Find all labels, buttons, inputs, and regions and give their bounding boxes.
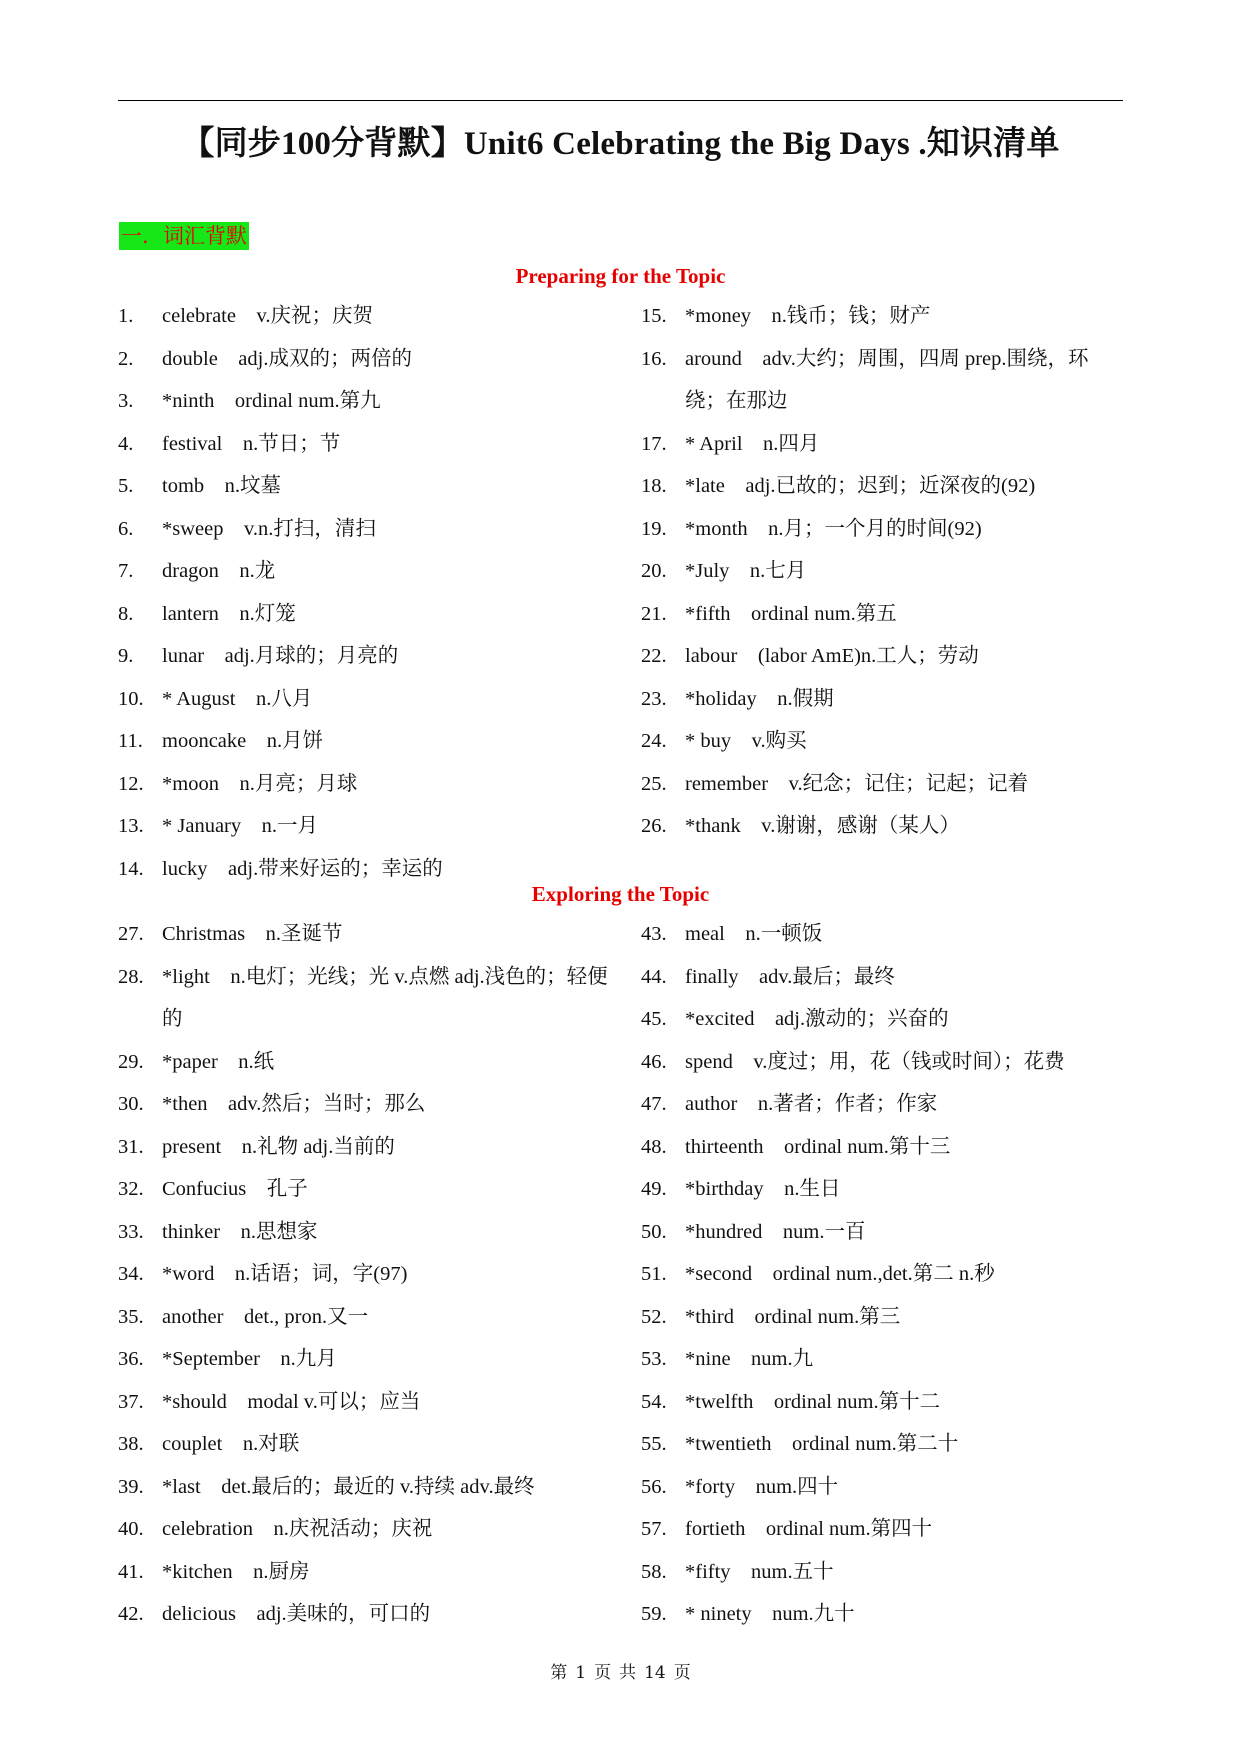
vocab-item-number: 31. <box>118 1135 144 1158</box>
vocab-item-text: around adv.大约；周围，四周 prep.围绕，环绕；在那边 <box>685 347 1089 412</box>
page-footer <box>0 1658 1241 1683</box>
vocab-item <box>641 1466 1131 1509</box>
vocab-item <box>641 998 1131 1041</box>
vocab-item-text: festival n.节日；节 <box>162 432 341 455</box>
vocab-item <box>641 1338 1131 1381</box>
vocab-item-text: present n.礼物 adj.当前的 <box>162 1135 395 1158</box>
vocab-item-text: *moon n.月亮；月球 <box>162 772 358 795</box>
vocab-item <box>641 635 1123 678</box>
vocab-item <box>118 678 638 721</box>
vocab-item-number: 37. <box>118 1390 144 1413</box>
vocab-item-text: *kitchen n.厨房 <box>162 1560 310 1583</box>
vocab-item-number: 7. <box>118 560 134 582</box>
vocab-item <box>641 956 1131 999</box>
footer-page-number: 1 <box>575 1663 587 1683</box>
vocab-item-number: 39. <box>118 1475 144 1498</box>
vocab-item-number: 55. <box>641 1433 667 1455</box>
vocab-item-number: 56. <box>641 1475 667 1498</box>
vocab-item <box>118 1296 623 1339</box>
vocab-item-text: thinker n.思想家 <box>162 1220 318 1243</box>
vocab-item <box>118 295 638 338</box>
vocab-item-number: 43. <box>641 923 667 945</box>
vocab-item <box>118 508 638 551</box>
vocab-item <box>118 1168 623 1211</box>
vocab-item <box>641 465 1123 508</box>
vocab-item-number: 57. <box>641 1518 667 1540</box>
vocab-item-number: 33. <box>118 1220 144 1243</box>
vocab-item-number: 26. <box>641 815 667 837</box>
section-heading: 一．词汇背默 <box>121 224 247 248</box>
vocab-item-number: 18. <box>641 475 667 497</box>
vocab-item <box>641 1083 1131 1126</box>
vocab-item <box>641 1423 1131 1466</box>
vocab-item-number: 23. <box>641 687 667 710</box>
vocab-item-text: *birthday n.生日 <box>685 1178 841 1200</box>
vocab-item-number: 50. <box>641 1220 667 1243</box>
vocab-item-number: 19. <box>641 517 667 540</box>
vocab-item-text: *twentieth ordinal num.第二十 <box>685 1433 959 1455</box>
vocab-item-number: 1. <box>118 305 134 327</box>
vocab-item-number: 46. <box>641 1050 667 1073</box>
vocab-item-number: 32. <box>118 1178 144 1200</box>
vocab-item-number: 59. <box>641 1603 667 1625</box>
vocab-item-text: delicious adj.美味的，可口的 <box>162 1603 431 1625</box>
vocab-item <box>641 423 1123 466</box>
vocab-item <box>118 550 638 593</box>
vocab-item-text: mooncake n.月饼 <box>162 730 324 752</box>
vocab-item <box>118 1253 623 1296</box>
footer-total-label: 共 <box>619 1663 637 1683</box>
vocab-item-number: 49. <box>641 1178 667 1200</box>
vocab-item-number: 3. <box>118 390 134 412</box>
vocab-item-number: 13. <box>118 815 144 837</box>
vocab-item-text: *forty num.四十 <box>685 1475 839 1498</box>
vocab-item-number: 15. <box>641 305 667 327</box>
vocab-item-text: * ninety num.九十 <box>685 1603 855 1625</box>
vocab-item <box>118 1126 623 1169</box>
vocab-item <box>641 1168 1131 1211</box>
vocab-item <box>118 338 638 381</box>
vocab-item <box>118 956 623 1041</box>
vocab-item <box>641 550 1123 593</box>
vocab-item-text: *fifth ordinal num.第五 <box>685 602 897 625</box>
vocab-item-text: *ninth ordinal num.第九 <box>162 390 381 412</box>
vocab-item-number: 22. <box>641 645 667 667</box>
vocab-item-text: dragon n.龙 <box>162 560 276 582</box>
vocab-item <box>118 763 638 806</box>
vocab-item <box>118 423 638 466</box>
vocab-item-number: 42. <box>118 1603 144 1625</box>
vocab-item <box>118 635 638 678</box>
vocab-item <box>118 1211 623 1254</box>
vocab-item <box>641 763 1123 806</box>
vocab-item <box>641 338 1123 423</box>
vocab-item-text: *money n.钱币；钱；财产 <box>685 305 931 327</box>
vocab-item-text: Confucius 孔子 <box>162 1178 308 1200</box>
vocab-item-number: 44. <box>641 965 667 988</box>
vocab-item <box>641 508 1123 551</box>
vocab-item <box>118 1423 623 1466</box>
vocab-item-number: 11. <box>118 730 143 752</box>
vocab-item-number: 48. <box>641 1135 667 1158</box>
vocab-item <box>118 1083 623 1126</box>
vocab-item-number: 10. <box>118 687 144 710</box>
vocab-column-left <box>118 295 638 890</box>
vocab-item-text: *second ordinal num.,det.第二 n.秒 <box>685 1263 995 1285</box>
footer-prefix: 第 <box>550 1663 568 1683</box>
vocab-item <box>641 295 1123 338</box>
vocab-item-text: *September n.九月 <box>162 1348 337 1370</box>
vocab-item <box>641 1253 1131 1296</box>
vocab-item-text: lunar adj.月球的；月亮的 <box>162 645 399 667</box>
vocab-item-number: 12. <box>118 772 144 795</box>
vocab-item-number: 58. <box>641 1560 667 1583</box>
vocab-item <box>118 805 638 848</box>
vocab-item-number: 16. <box>641 347 667 370</box>
vocab-item-number: 38. <box>118 1433 144 1455</box>
vocab-item-number: 5. <box>118 475 134 497</box>
vocab-column-right <box>641 913 1131 1636</box>
vocab-item-number: 17. <box>641 432 667 455</box>
vocab-item <box>118 1338 623 1381</box>
vocab-item-number: 2. <box>118 347 134 370</box>
vocab-item-number: 28. <box>118 965 144 988</box>
vocab-item <box>641 720 1123 763</box>
vocab-item <box>118 1593 623 1636</box>
vocab-item-number: 36. <box>118 1348 144 1370</box>
vocab-item-text: * April n.四月 <box>685 432 820 455</box>
vocab-item-number: 47. <box>641 1093 667 1115</box>
vocab-item-number: 27. <box>118 923 144 945</box>
vocab-item-text: lantern n.灯笼 <box>162 602 296 625</box>
vocab-item-text: *late adj.已故的；迟到；近深夜的(92) <box>685 475 1036 497</box>
vocab-item-text: author n.著者；作者；作家 <box>685 1093 938 1115</box>
vocab-item-text: fortieth ordinal num.第四十 <box>685 1518 933 1540</box>
vocab-item-text: * January n.一月 <box>162 815 319 837</box>
vocab-item-number: 25. <box>641 772 667 795</box>
vocab-item-number: 45. <box>641 1008 667 1030</box>
vocab-item-text: lucky adj.带来好运的；幸运的 <box>162 857 443 880</box>
subheading-exploring: Exploring the Topic <box>531 882 710 906</box>
vocab-item-text: labour (labor AmE)n.工人；劳动 <box>685 645 979 667</box>
vocab-item <box>641 1381 1131 1424</box>
vocab-item-text: meal n.一顿饭 <box>685 923 823 945</box>
vocab-item <box>118 1551 623 1594</box>
vocab-item-number: 34. <box>118 1263 144 1285</box>
vocab-item-text: remember v.纪念；记住；记起；记着 <box>685 772 1029 795</box>
vocab-item-text: double adj.成双的；两倍的 <box>162 347 412 370</box>
vocab-item-number: 24. <box>641 730 667 752</box>
vocab-item-number: 30. <box>118 1093 144 1115</box>
subheading-preparing: Preparing for the Topic <box>515 264 726 288</box>
vocab-item-text: *should modal v.可以；应当 <box>162 1390 421 1413</box>
vocab-item <box>641 805 1123 848</box>
vocab-item-text: *light n.电灯；光线；光 v.点燃 adj.浅色的；轻便的 <box>162 965 608 1030</box>
vocab-item-number: 20. <box>641 560 667 582</box>
vocab-item-number: 51. <box>641 1263 667 1285</box>
vocab-item <box>641 1508 1131 1551</box>
vocab-item-number: 53. <box>641 1348 667 1370</box>
vocab-item-text: finally adv.最后；最终 <box>685 965 895 988</box>
vocab-item <box>118 913 623 956</box>
vocab-item-text: spend v.度过；用，花（钱或时间）；花费 <box>685 1050 1065 1073</box>
vocab-item-text: celebration n.庆祝活动；庆祝 <box>162 1518 433 1540</box>
vocab-item-text: *then adv.然后；当时；那么 <box>162 1093 426 1115</box>
vocab-item-text: *excited adj.激动的；兴奋的 <box>685 1008 949 1030</box>
vocab-item <box>118 1381 623 1424</box>
vocab-item <box>641 1551 1131 1594</box>
vocab-item-text: *word n.话语；词，字(97) <box>162 1263 408 1285</box>
vocab-item-text: *sweep v.n.打扫，清扫 <box>162 517 376 540</box>
vocab-item <box>641 1296 1131 1339</box>
vocab-item-text: * August n.八月 <box>162 687 313 710</box>
header-rule <box>118 100 1123 101</box>
vocab-item-number: 14. <box>118 857 144 880</box>
vocab-item-text: *last det.最后的；最近的 v.持续 adv.最终 <box>162 1475 535 1498</box>
vocab-item <box>118 465 638 508</box>
vocab-item-text: celebrate v.庆祝；庆贺 <box>162 305 374 327</box>
vocab-item-text: * buy v.购买 <box>685 730 807 752</box>
vocab-item <box>118 1041 623 1084</box>
vocab-item-text: *paper n.纸 <box>162 1050 275 1073</box>
footer-total-pages: 14 <box>644 1663 666 1683</box>
footer-mid: 页 <box>594 1663 612 1683</box>
vocab-item <box>118 593 638 636</box>
vocab-item-number: 54. <box>641 1390 667 1413</box>
vocab-item-text: another det., pron.又一 <box>162 1305 369 1328</box>
vocab-item-text: *third ordinal num.第三 <box>685 1305 901 1328</box>
vocab-item-text: *twelfth ordinal num.第十二 <box>685 1390 941 1413</box>
vocab-item-number: 9. <box>118 645 134 667</box>
vocab-item <box>641 913 1131 956</box>
vocab-column-right <box>641 295 1123 848</box>
vocab-item-text: thirteenth ordinal num.第十三 <box>685 1135 951 1158</box>
vocab-item-text: *month n.月；一个月的时间(92) <box>685 517 982 540</box>
vocab-item <box>118 1508 623 1551</box>
vocab-item-number: 21. <box>641 602 667 625</box>
vocab-item <box>641 1041 1131 1084</box>
footer-suffix: 页 <box>673 1663 691 1683</box>
vocab-item-text: couplet n.对联 <box>162 1433 300 1455</box>
vocab-item-number: 6. <box>118 517 134 540</box>
vocab-item <box>118 720 638 763</box>
vocab-item <box>118 380 638 423</box>
vocab-item-text: *fifty num.五十 <box>685 1560 834 1583</box>
vocab-item-number: 8. <box>118 602 134 625</box>
vocab-column-left <box>118 913 623 1636</box>
vocab-item <box>641 1211 1131 1254</box>
vocab-item-text: *thank v.谢谢，感谢（某人） <box>685 815 960 837</box>
vocab-item-text: *nine num.九 <box>685 1348 814 1370</box>
vocab-item-number: 52. <box>641 1305 667 1328</box>
page-title: 【同步100分背默】Unit6 Celebrating the Big Days .知识清单 <box>181 126 1060 162</box>
vocab-item-text: *holiday n.假期 <box>685 687 834 710</box>
vocab-item-number: 29. <box>118 1050 144 1073</box>
vocab-item-number: 35. <box>118 1305 144 1328</box>
vocab-item-number: 40. <box>118 1518 144 1540</box>
vocab-item <box>641 678 1123 721</box>
vocab-item-text: Christmas n.圣诞节 <box>162 923 343 945</box>
vocab-item-text: tomb n.坟墓 <box>162 475 282 497</box>
vocab-item <box>641 1126 1131 1169</box>
vocab-item-text: *hundred num.一百 <box>685 1220 866 1243</box>
vocab-item-number: 4. <box>118 432 134 455</box>
vocab-item-number: 41. <box>118 1560 144 1583</box>
vocab-item <box>641 1593 1131 1636</box>
vocab-item <box>641 593 1123 636</box>
vocab-item-text: *July n.七月 <box>685 560 807 582</box>
vocab-item <box>118 1466 623 1509</box>
